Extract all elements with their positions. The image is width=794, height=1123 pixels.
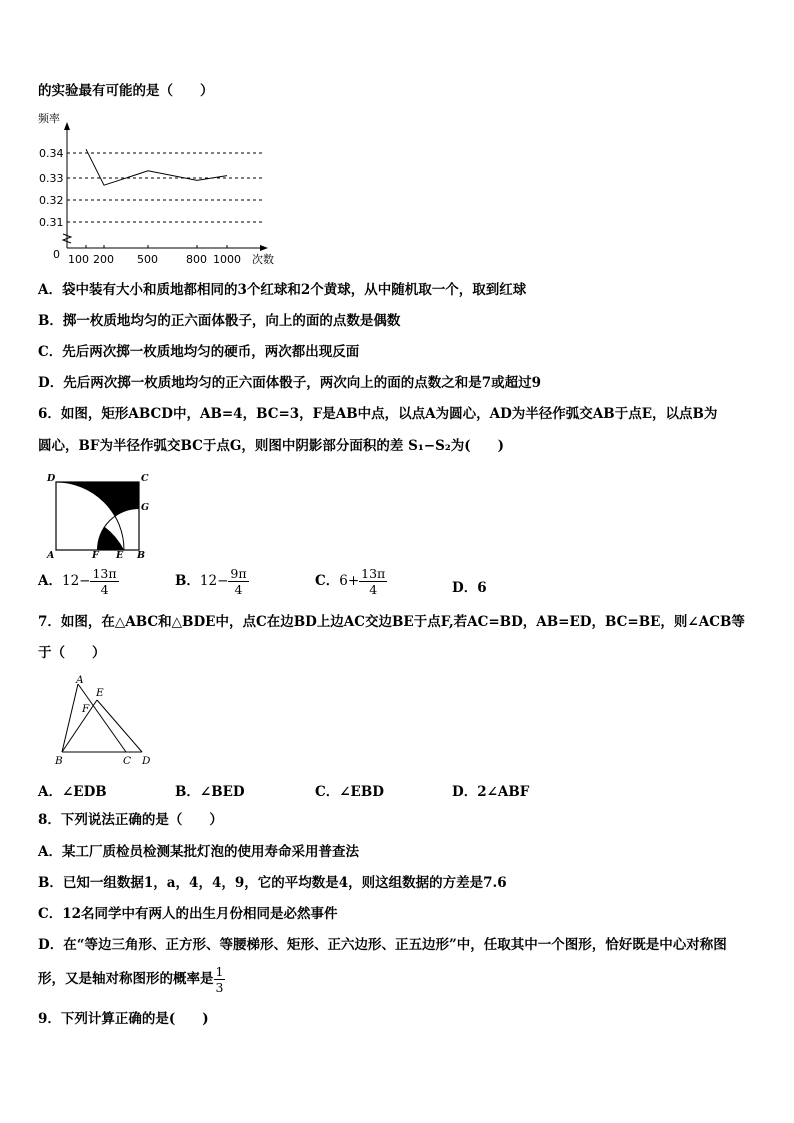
- label-a: A: [76, 674, 84, 686]
- q5-option-c: C．先后两次掷一枚质地均匀的硬币，两次都出现反面: [38, 344, 360, 360]
- triangles-figure: [48, 672, 158, 768]
- q7-option-b: B．∠BED: [175, 784, 245, 800]
- q6-option-b: B．12− $\frac{9\pi}{4}$: [175, 566, 247, 597]
- label-c: C: [141, 473, 149, 484]
- label-a: A: [47, 550, 55, 560]
- q6-option-d: D．6: [452, 580, 487, 596]
- q8-option-d-line2: 形，又是轴对称图形的概率是 $\frac{1}{3}$: [38, 964, 224, 995]
- label-b: B: [137, 550, 146, 560]
- xtick-800: 800: [186, 253, 207, 266]
- label-e: E: [96, 687, 104, 699]
- segment-ed: [97, 700, 142, 752]
- ytick-033: 0.33: [39, 172, 64, 185]
- q8-option-d-line1: D．在“等边三角形、正方形、等腰梯形、矩形、正六边形、正五边形”中，任取其中一个图形，恰好既是中心对称图: [38, 937, 727, 953]
- x-axis-arrow: [260, 245, 268, 251]
- y-axis-arrow: [64, 122, 70, 130]
- label-e: E: [116, 550, 124, 560]
- q5-option-b: B．掷一枚质地均匀的正六面体骰子，向上的面的点数是偶数: [38, 313, 401, 329]
- q7-option-c: C．∠EBD: [315, 784, 384, 800]
- q5-option-d: D．先后两次掷一枚质地均匀的正六面体骰子，两次向上的面的点数之和是7或超过9: [38, 375, 541, 391]
- q6-stem-line2: 圆心，BF为半径作弧交BC于点G，则图中阴影部分面积的差 S₁−S₂为( ): [38, 438, 505, 454]
- axis-break: [63, 234, 71, 243]
- xtick-200: 200: [93, 253, 114, 266]
- xtick-100: 100: [68, 253, 89, 266]
- label-f: F: [82, 703, 90, 715]
- ytick-032: 0.32: [39, 194, 64, 207]
- q9-stem: 9．下列计算正确的是( ): [38, 1011, 209, 1027]
- series-line: [86, 149, 227, 185]
- ytick-034: 0.34: [39, 147, 64, 160]
- q6-option-c: C．6+ $\frac{13\pi}{4}$: [315, 566, 386, 597]
- label-d: D: [142, 755, 151, 767]
- segment-ba: [62, 684, 78, 752]
- q7-stem-line2: 于（ ）: [38, 645, 106, 661]
- frequency-line-chart: [30, 108, 300, 268]
- q5-option-a: A．袋中装有大小和质地都相同的3个红球和2个黄球，从中随机取一个，取到红球: [38, 282, 527, 298]
- q6-stem-line1: 6．如图，矩形ABCD中，AB=4，BC=3，F是AB中点，以点A为圆心，AD为半径作弧交AB于点E，以点B为: [38, 406, 718, 422]
- q8-option-c: C．12名同学中有两人的出生月份相同是必然事件: [38, 906, 338, 922]
- xtick-500: 500: [137, 253, 158, 266]
- ytick-0: 0: [53, 248, 60, 261]
- label-b: B: [55, 755, 63, 767]
- label-f: F: [92, 550, 99, 560]
- ytick-031: 0.31: [39, 216, 64, 229]
- label-d: D: [47, 473, 56, 484]
- q8-option-a: A．某工厂质检员检测某批灯泡的使用寿命采用普查法: [38, 844, 359, 860]
- q6-option-a: A．12− $\frac{13\pi}{4}$: [38, 566, 117, 597]
- xtick-1000: 1000: [213, 253, 241, 266]
- label-g: G: [141, 502, 150, 513]
- q7-option-d: D．2∠ABF: [452, 784, 530, 800]
- chart-ylabel: 频率: [38, 112, 60, 125]
- label-c: C: [123, 755, 132, 767]
- segment-be: [62, 700, 97, 752]
- rectangle-arcs-figure: [44, 470, 154, 560]
- q7-stem-line1: 7．如图，在△ABC和△BDE中，点C在边BD上边AC交边BE于点F,若AC=BD，AB=ED，BC=BE，则∠ACB等: [38, 614, 745, 630]
- q8-stem: 8．下列说法正确的是（ ）: [38, 812, 223, 828]
- probability-fraction: $\frac{1}{3}$: [215, 964, 224, 995]
- q8-option-b: B．已知一组数据1，a，4，4，9，它的平均数是4，则这组数据的方差是7.6: [38, 875, 507, 891]
- q7-option-a: A．∠EDB: [38, 784, 107, 800]
- chart-xlabel: 次数: [252, 253, 274, 266]
- q5-stem-tail: 的实验最有可能的是（ ）: [38, 83, 214, 99]
